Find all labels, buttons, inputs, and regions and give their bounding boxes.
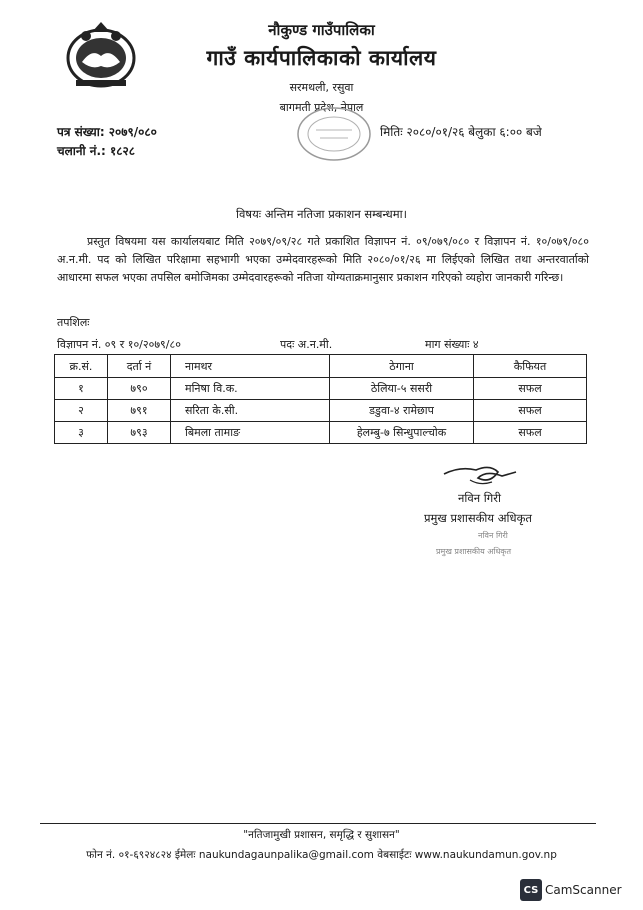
cell-remarks: सफल — [474, 378, 587, 400]
cell-registration: ७९३ — [108, 422, 171, 444]
footer-slogan: "नतिजामुखी प्रशासन, समृद्धि र सुशासन" — [243, 829, 400, 841]
demand-count: माग संख्याः ४ — [425, 338, 479, 351]
table-row — [55, 400, 587, 422]
letter-subject: विषयः अन्तिम नतिजा प्रकाशन सम्बन्धमा। — [236, 207, 407, 221]
letter-number: पत्र संख्या: २०७९/०८० — [57, 125, 157, 139]
cell-name: बिमला तामाङ — [171, 422, 330, 444]
municipality-name: नौकुण्ड गाउँपालिका — [268, 21, 375, 39]
cell-serial: २ — [55, 400, 108, 422]
office-location: सरमथली, रसुवा — [289, 81, 354, 94]
letter-date: मितिः २०८०/०१/२६ बेलुका ६:०० बजे — [380, 125, 542, 139]
cell-name: सरिता के.सी. — [171, 400, 330, 422]
header-name: नामथर — [171, 355, 330, 378]
camscanner-label: CamScanner — [545, 883, 622, 897]
office-name: गाउँ कार्यपालिकाको कार्यालय — [206, 46, 437, 70]
letter-body: प्रस्तुत विषयमा यस कार्यालयबाट मिति २०७९/०९/२८ गते प्रकाशित विज्ञापन नं. ०९/०७९/०८० र विज्ञापन नं. १०/०७९/०८० अ.न.मी. पद को लिखित परिक्षामा सहभागी भएका उम्मेदवारहरूको मिति २०८०/०१/२६ मा लिईएको लिखित तथा अन्तरवार्ताको आधारमा सफल भएका तपसिल बमोजिमका उम्मेदवारहरूको नतिजा योग्यताक्रमानुसार प्रकाशन गरिएको व्यहोरा जानकारी गरिन्छ। — [57, 235, 589, 284]
camscanner-logo-icon: CS — [520, 879, 542, 901]
dispatch-number: चलानी नं.: १८२८ — [57, 144, 135, 158]
table-row — [55, 422, 587, 444]
camscanner-badge — [520, 879, 622, 901]
cell-serial: ३ — [55, 422, 108, 444]
table-row — [55, 378, 587, 400]
header-remarks: कैफियत — [474, 355, 587, 378]
cell-serial: १ — [55, 378, 108, 400]
signatory-title: प्रमुख प्रशासकीय अधिकृत — [424, 511, 532, 525]
signature-icon — [440, 460, 520, 490]
results-table — [54, 354, 587, 444]
footer-contact: फोन नं. ०१-६९२४८२४ ईमेलः naukundagaunpalika@gmail.com वेबसाईटः www.naukundamun.gov.np — [86, 849, 557, 861]
cell-registration: ७९० — [108, 378, 171, 400]
reference-block — [57, 123, 157, 161]
signatory-name: नविन गिरी — [458, 491, 501, 505]
footer-divider — [40, 823, 596, 824]
cell-address: हेलम्बु-७ सिन्धुपाल्चोक — [330, 422, 474, 444]
office-stamp-icon — [294, 104, 374, 164]
cell-name: मनिषा वि.क. — [171, 378, 330, 400]
header-serial: क्र.सं. — [55, 355, 108, 378]
cell-remarks: सफल — [474, 422, 587, 444]
header-registration: दर्ता नं — [108, 355, 171, 378]
seal-name: नविन गिरी — [478, 531, 508, 540]
cell-registration: ७९१ — [108, 400, 171, 422]
post-name: पदः अ.न.मी. — [280, 338, 333, 351]
cell-address: ठेलिया-५ ससरी — [330, 378, 474, 400]
advert-number: विज्ञापन नं. ०९ र १०/२०७९/८० — [57, 338, 181, 351]
details-label: तपशिलः — [57, 316, 90, 329]
table-header-row — [55, 355, 587, 378]
header-address: ठेगाना — [330, 355, 474, 378]
cell-address: डडुवा-४ रामेछाप — [330, 400, 474, 422]
office-province: बागमती प्रदेश, नेपाल — [279, 101, 364, 114]
cell-remarks: सफल — [474, 400, 587, 422]
seal-title: प्रमुख प्रशासकीय अधिकृत — [436, 547, 512, 556]
